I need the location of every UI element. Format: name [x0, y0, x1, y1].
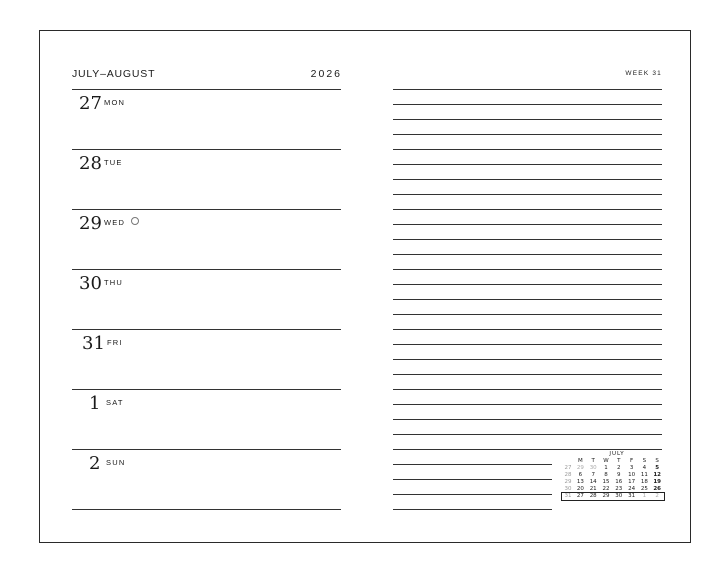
- week-number: 29: [564, 479, 572, 485]
- note-line: [393, 239, 662, 240]
- day-block-wed[interactable]: [0, 212, 341, 272]
- mini-calendar-day: 4: [642, 465, 647, 471]
- mini-calendar-day: 26: [653, 486, 661, 492]
- day-number: 31: [82, 333, 105, 354]
- day-number: 30: [79, 273, 102, 294]
- day-name: FRI: [107, 338, 123, 347]
- mini-calendar-day: 22: [602, 486, 610, 492]
- mini-calendar-day: 8: [604, 472, 608, 478]
- note-line: [393, 329, 662, 330]
- day-block-mon[interactable]: [0, 92, 341, 152]
- mini-calendar-day: 29: [576, 465, 584, 471]
- year-label: 2026: [310, 68, 342, 80]
- day-number: 29: [79, 213, 102, 234]
- mini-calendar-day: 5: [655, 465, 660, 471]
- day-name: SUN: [106, 458, 126, 467]
- mini-calendar-day: 1: [642, 493, 647, 499]
- mini-calendar-day: 20: [576, 486, 584, 492]
- day-name: THU: [104, 278, 124, 287]
- note-line: [393, 404, 662, 405]
- note-line: [393, 164, 662, 165]
- day-number: 27: [79, 93, 102, 114]
- day-block-sat[interactable]: [0, 392, 341, 452]
- current-week-row: [562, 493, 664, 500]
- note-line: [393, 479, 552, 480]
- week-number: 30: [564, 486, 572, 492]
- note-line: [393, 464, 552, 465]
- note-line: [393, 209, 662, 210]
- month-range-title: JULY–AUGUST: [72, 68, 156, 80]
- note-line: [393, 104, 662, 105]
- mini-calendar-day: 14: [589, 479, 597, 485]
- full-moon-icon: [131, 217, 139, 225]
- weekday-header: T: [617, 458, 621, 464]
- mini-calendar-day: 18: [640, 479, 648, 485]
- note-line: [393, 494, 552, 495]
- weekday-header: T: [591, 458, 595, 464]
- weekday-header: S: [655, 458, 659, 464]
- mini-calendar-week-row: [562, 479, 664, 486]
- day-name: WED: [104, 218, 126, 227]
- day-block-thu[interactable]: [0, 272, 341, 332]
- note-line: [393, 344, 662, 345]
- day-name: TUE: [104, 158, 123, 167]
- mini-calendar-day: 17: [628, 479, 636, 485]
- mini-calendar-day: 6: [578, 472, 583, 478]
- weekday-header: S: [642, 458, 647, 464]
- note-line: [393, 359, 662, 360]
- mini-calendar-day: 23: [615, 486, 623, 492]
- note-line: [393, 419, 662, 420]
- mini-calendar-day: 27: [576, 493, 584, 499]
- day-block-fri[interactable]: [0, 332, 341, 392]
- mini-calendar-day: 15: [602, 479, 610, 485]
- mini-calendar-day: 21: [589, 486, 597, 492]
- mini-calendar-weekday-row: [562, 458, 664, 465]
- mini-calendar-day: 28: [589, 493, 597, 499]
- mini-calendar-day: 16: [615, 479, 623, 485]
- mini-calendar-week-row: [562, 465, 664, 472]
- week-number-label: WEEK 31: [625, 70, 662, 77]
- note-line: [393, 284, 662, 285]
- mini-calendar-day: 25: [640, 486, 648, 492]
- mini-calendar-day: 30: [615, 493, 623, 499]
- note-line: [393, 314, 662, 315]
- mini-calendar-day: 12: [653, 472, 661, 478]
- day-name: SAT: [106, 398, 124, 407]
- day-block-sun[interactable]: [0, 452, 341, 512]
- note-line: [393, 149, 662, 150]
- note-line: [393, 119, 662, 120]
- day-name: MON: [104, 98, 126, 107]
- note-line: [393, 89, 662, 90]
- note-line: [393, 134, 662, 135]
- weekday-header: W: [603, 458, 609, 464]
- mini-calendar-week-row: [562, 472, 664, 479]
- note-line: [393, 194, 662, 195]
- mini-calendar: [562, 450, 664, 500]
- mini-calendar-day: 9: [617, 472, 621, 478]
- mini-calendar-day: 2: [655, 493, 659, 499]
- note-line: [393, 509, 552, 510]
- week-number: 31: [564, 493, 572, 499]
- day-number: 2: [89, 453, 101, 474]
- mini-calendar-day: 2: [617, 465, 621, 471]
- day-number: 28: [79, 153, 102, 174]
- mini-calendar-day: 3: [629, 465, 634, 471]
- mini-calendar-day: 11: [640, 472, 648, 478]
- day-block-tue[interactable]: [0, 152, 341, 212]
- note-line: [393, 224, 662, 225]
- week-number: 28: [564, 472, 572, 478]
- mini-calendar-day: 13: [576, 479, 584, 485]
- mini-calendar-day: 29: [602, 493, 610, 499]
- note-line: [393, 299, 662, 300]
- day-number: 1: [89, 393, 101, 414]
- note-line: [393, 179, 662, 180]
- weekday-header: M: [578, 458, 583, 464]
- note-line: [393, 374, 662, 375]
- note-line: [393, 254, 662, 255]
- note-line: [393, 389, 662, 390]
- mini-calendar-day: 7: [591, 472, 595, 478]
- mini-calendar-day: 1: [604, 465, 608, 471]
- mini-calendar-day: 24: [628, 486, 636, 492]
- week-number: 27: [564, 465, 572, 471]
- note-line: [393, 434, 662, 435]
- header-rule: [72, 89, 341, 90]
- mini-calendar-day: 10: [628, 472, 636, 478]
- mini-calendar-month: JULY: [609, 451, 625, 457]
- mini-calendar-week-row: [562, 486, 664, 493]
- week-col-spacer: [562, 458, 574, 465]
- weekday-header: F: [630, 458, 634, 464]
- mini-calendar-day: 30: [589, 465, 597, 471]
- note-line: [393, 269, 662, 270]
- mini-calendar-day: 31: [628, 493, 636, 499]
- mini-calendar-day: 19: [653, 479, 661, 485]
